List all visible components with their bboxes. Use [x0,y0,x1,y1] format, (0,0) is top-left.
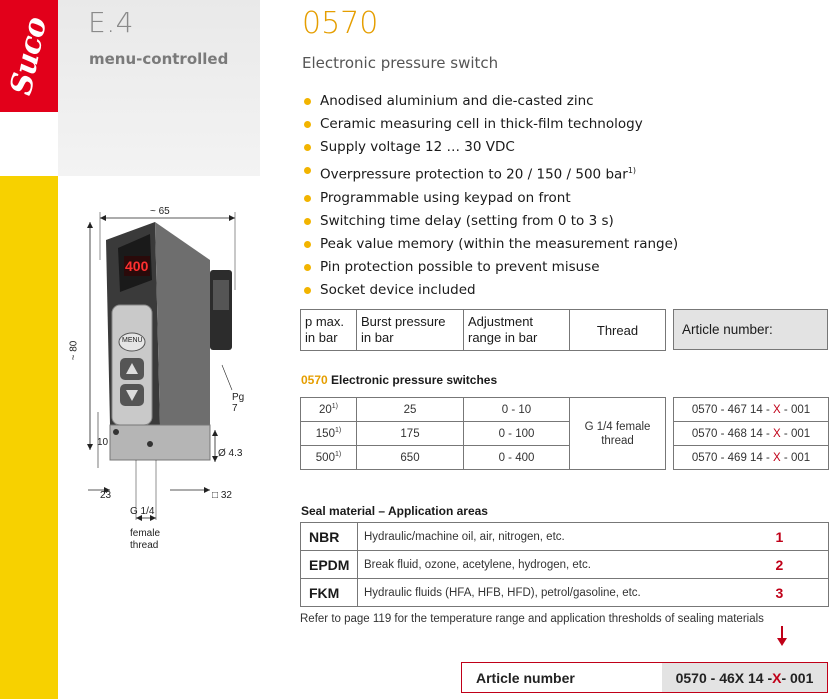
thread-note-line2: thread [130,540,159,551]
seal-code: 3 [766,579,829,607]
table-row [301,579,829,607]
category-code: E.4 [88,6,134,39]
dimension-23: 23 [100,490,112,501]
article-number-box [461,662,828,693]
header-thread: Thread [570,310,666,351]
table-row [674,446,829,470]
seal-application: Hydraulic fluids (HFA, HFB, HFD), petrol/gasoline, etc. [358,579,766,607]
menu-key-label: MENU [122,337,143,344]
article-number-cell: 0570 - 468 14 - X - 001 [674,422,829,446]
bullet-icon [304,144,311,151]
header-article-number: Article number: [673,309,828,350]
header-burst: Burst pressure in bar [357,310,464,351]
square-dimension: □ 32 [212,490,232,501]
bullet-icon [304,218,311,225]
spec-values-table [300,397,666,470]
pmax-cell: 20$^{1)}$ [301,398,357,422]
bullet-icon [304,264,311,271]
feature-item: Supply voltage 12 … 30 VDC [304,136,678,159]
section-title-seal: Seal material – Application areas [301,504,488,518]
feature-list [304,90,678,302]
table-row [301,523,829,551]
height-dimension: ~ 80 [68,340,80,361]
seal-application: Hydraulic/machine oil, air, nitrogen, etc. [358,523,766,551]
hole-dimension: Ø 4.3 [218,448,243,459]
width-dimension: ~ 65 [150,206,170,217]
table-row [301,551,829,579]
seal-code: 2 [766,551,829,579]
article-number-table [673,397,829,470]
pmax-cell: 500$^{1)}$ [301,446,357,470]
article-number-cell: 0570 - 467 14 - X - 001 [674,398,829,422]
product-drawing [70,200,250,560]
article-number-value: 0570 - 46X 14 - X - 001 [662,663,827,692]
feature-item: Overpressure protection to 20 / 150 / 500 bar$^{1)}$ [304,159,678,187]
display-readout: 400 [125,258,149,274]
product-number: 0570 [302,6,379,41]
burst-cell: 650 [357,446,464,470]
bullet-icon [304,121,311,128]
table-row [674,422,829,446]
bullet-icon [304,98,311,105]
thread-dimension: G 1/4 [130,506,155,517]
feature-item: Ceramic measuring cell in thick-film technology [304,113,678,136]
header-range: Adjustment range in bar [464,310,570,351]
spec-header-table [300,309,666,351]
header-pmax: p max. in bar [301,310,357,351]
bullet-icon [304,287,311,294]
article-number-label: Article number [476,669,575,686]
thread-cell: G 1/4 female thread [570,398,666,470]
pmax-cell: 150$^{1)}$ [301,422,357,446]
feature-item: Anodised aluminium and die-casted zinc [304,90,678,113]
article-number-cell: 0570 - 469 14 - X - 001 [674,446,829,470]
seal-material: FKM [301,579,358,607]
section-title-switches: 0570 Electronic pressure switches [301,373,498,387]
range-cell: 0 - 10 [464,398,570,422]
category-subtitle: menu-controlled [89,50,229,68]
seal-note: Refer to page 119 for the temperature range and application thresholds of sealing materials [300,613,764,625]
thread-note-line1: female [130,528,161,539]
table-row [674,398,829,422]
accent-bar [0,176,58,699]
feature-item: Pin protection possible to prevent misuse [304,256,678,279]
bullet-icon [304,195,311,202]
dimension-10: 10 [97,437,109,448]
seal-material: NBR [301,523,358,551]
suco-logo: Suco [3,14,55,98]
table-row [301,398,666,422]
bullet-icon [304,241,311,248]
seal-code: 1 [766,523,829,551]
pressure-switch-drawing [70,200,250,560]
feature-item: Programmable using keypad on front [304,187,678,210]
seal-material: EPDM [301,551,358,579]
arrowhead-icon [777,638,787,646]
product-name: Electronic pressure switch [302,54,499,72]
burst-cell: 25 [357,398,464,422]
feature-item: Socket device included [304,279,678,302]
plug-label: Pg 7 [232,392,245,414]
feature-item: Switching time delay (setting from 0 to 3 s) [304,210,678,233]
burst-cell: 175 [357,422,464,446]
seal-application: Break fluid, ozone, acetylene, hydrogen, etc. [358,551,766,579]
range-cell: 0 - 400 [464,446,570,470]
bullet-icon [304,167,311,174]
seal-table [300,522,829,607]
feature-item: Peak value memory (within the measurement range) [304,233,678,256]
range-cell: 0 - 100 [464,422,570,446]
